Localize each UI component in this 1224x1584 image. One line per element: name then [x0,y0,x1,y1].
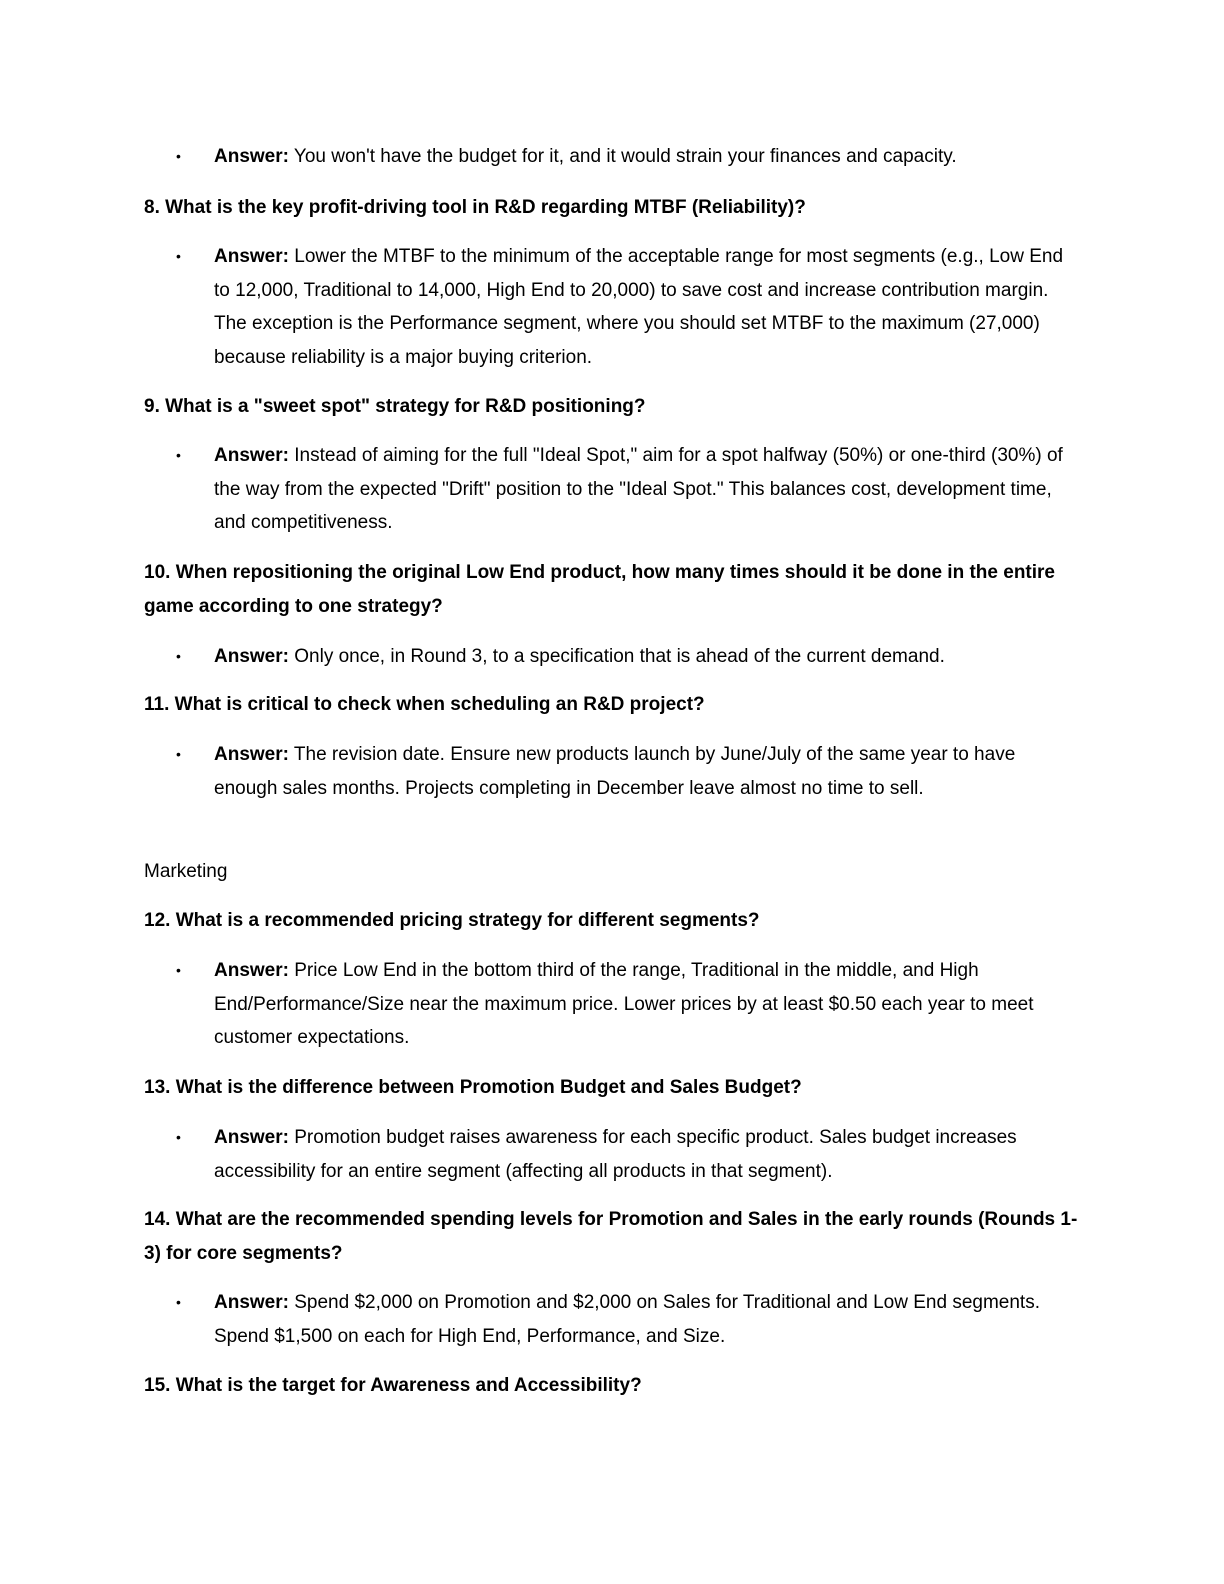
bullet-icon: • [176,746,181,762]
answer-label: Answer: [214,646,289,667]
answer-text: You won't have the budget for it, and it would strain your finances and capacity. [288,146,957,167]
answer-8 [214,240,1074,374]
question-10: 10. When repositioning the original Low End product, how many times should it be done in the entire game according to one strategy? [144,562,1055,617]
answer-text: Promotion budget raises awareness for each specific product. Sales budget increases accessibility for an entire segment (affecting all products in that segment). [214,1127,1017,1182]
answer-7 [214,140,1074,174]
bullet-icon: • [176,962,181,978]
bullet-icon: • [176,648,181,664]
answer-text: The revision date. Ensure new products launch by June/July of the same year to have enough sales months. Projects completing in December leave almost no time to sell. [214,744,1016,799]
question-15: 15. What is the target for Awareness and Accessibility? [144,1375,642,1396]
answer-label: Answer: [214,1127,289,1148]
question-13: 13. What is the difference between Promotion Budget and Sales Budget? [144,1077,802,1098]
answer-12 [214,954,1074,1055]
bullet-icon: • [176,1129,181,1145]
question-11: 11. What is critical to check when scheduling an R&D project? [144,694,705,715]
answer-text: Price Low End in the bottom third of the range, Traditional in the middle, and High End/Performance/Size near the maximum price. Lower prices by at least $0.50 each year to meet customer expectations. [214,960,1034,1048]
question-8: 8. What is the key profit-driving tool in R&D regarding MTBF (Reliability)? [144,197,806,218]
bullet-icon: • [176,447,181,463]
bullet-icon: • [176,1294,181,1310]
answer-label: Answer: [214,246,289,267]
answer-label: Answer: [214,445,289,466]
section-heading-marketing: Marketing [144,861,228,882]
answer-label: Answer: [214,960,289,981]
question-14: 14. What are the recommended spending levels for Promotion and Sales in the early rounds (Rounds 1-3) for core segments? [144,1209,1078,1264]
answer-13 [214,1121,1074,1188]
answer-text: Lower the MTBF to the minimum of the acceptable range for most segments (e.g., Low End to 12,000, Traditional to 14,000, High End to 20,000) to save cost and increase contribution margin. The exception is the Performance segment, where you should set MTBF to the maximum (27,000) because reliability is a major buying criterion. [214,246,1064,368]
answer-11 [214,738,1074,805]
bullet-icon: • [176,248,181,264]
answer-label: Answer: [214,146,289,167]
answer-text: Spend $2,000 on Promotion and $2,000 on Sales for Traditional and Low End segments. Spend $1,500 on each for High End, Performance, and Size. [214,1292,1040,1347]
bullet-icon: • [176,148,181,164]
answer-text: Instead of aiming for the full "Ideal Spot," aim for a spot halfway (50%) or one-third (30%) of the way from the expected "Drift" position to the "Ideal Spot." This balances cost, development time, and competitiveness. [214,445,1063,533]
answer-9 [214,439,1074,540]
answer-14 [214,1286,1074,1353]
answer-label: Answer: [214,744,289,765]
answer-text: Only once, in Round 3, to a specification that is ahead of the current demand. [288,646,945,667]
answer-label: Answer: [214,1292,289,1313]
question-12: 12. What is a recommended pricing strategy for different segments? [144,910,760,931]
question-9: 9. What is a "sweet spot" strategy for R&D positioning? [144,396,646,417]
answer-10 [214,640,1074,674]
